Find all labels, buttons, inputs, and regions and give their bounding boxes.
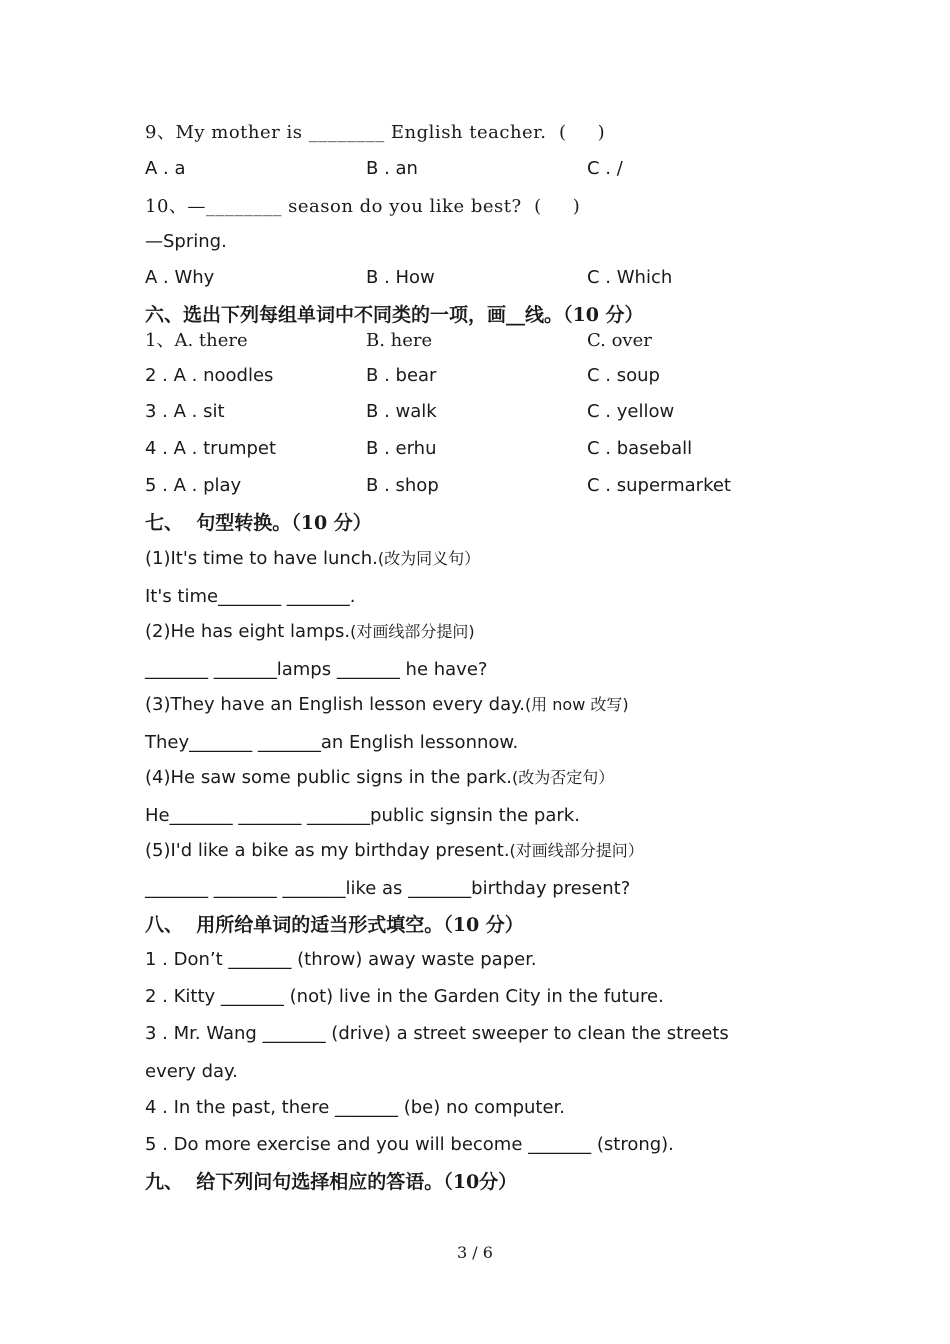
section-8-item-2: 2 . Kitty _______ (not) live in the Garden City in the future. <box>145 986 664 1007</box>
section-6-row-3-c: C . yellow <box>587 401 675 422</box>
section-7-item-3-text: (3)They have an English lesson every day. <box>145 694 525 715</box>
section-6-row-2-c: C . soup <box>587 365 660 386</box>
section-7-item-3-answer: They_______ _______an English lessonnow. <box>145 732 519 753</box>
section-7-item-4-answer: He_______ _______ _______public signsin the park. <box>145 805 580 826</box>
section-7-item-5-note: (对画线部分提问） <box>509 841 644 860</box>
section-7-item-5-answer: _______ _______ _______like as _______birthday present? <box>145 878 631 899</box>
section-7-item-2-text: (2)He has eight lamps. <box>145 621 351 642</box>
section-7-item-1-answer: It's time_______ _______. <box>145 586 356 607</box>
section-6-row-4-c: C . baseball <box>587 438 693 459</box>
section-8-item-3: 3 . Mr. Wang _______ (drive) a street sweeper to clean the streets <box>145 1023 729 1044</box>
section-7-item-4-note: (改为否定句） <box>512 768 615 787</box>
section-9-heading: 九、 给下列问句选择相应的答语。（10分） <box>145 1171 518 1193</box>
question-10-option-b: B . How <box>366 267 435 288</box>
section-6-row-2-a: 2 . A . noodles <box>145 365 274 386</box>
section-7-item-5-question <box>145 839 644 863</box>
question-9-option-b: B . an <box>366 158 418 179</box>
section-7-item-1-text: (1)It's time to have lunch. <box>145 548 378 569</box>
section-7-item-4-text: (4)He saw some public signs in the park. <box>145 767 512 788</box>
section-6-row-5-c: C . supermarket <box>587 475 731 496</box>
section-6-row-3-a: 3 . A . sit <box>145 401 225 422</box>
section-6-row-5-b: B . shop <box>366 475 439 496</box>
section-6-row-4-a: 4 . A . trumpet <box>145 438 277 459</box>
page-number: 3 / 6 <box>457 1243 493 1262</box>
section-7-heading: 七、 句型转换。（10 分） <box>145 512 372 534</box>
section-8-item-5: 5 . Do more exercise and you will become _______ (strong). <box>145 1134 674 1155</box>
section-7-item-1-note: (改为同义句） <box>377 549 481 568</box>
section-7-item-2-note: (对画线部分提问) <box>350 622 475 641</box>
question-10-option-a: A . Why <box>145 267 215 288</box>
section-7-item-2-answer: _______ _______lamps _______ he have? <box>145 659 488 680</box>
question-10-option-c: C . Which <box>587 267 673 288</box>
section-7-item-2-question <box>145 620 475 644</box>
question-9-option-c: C . / <box>587 158 623 179</box>
section-8-item-4: 4 . In the past, there _______ (be) no computer. <box>145 1097 566 1118</box>
section-6-row-5-a: 5 . A . play <box>145 475 242 496</box>
section-6-row-2-b: B . bear <box>366 365 437 386</box>
section-6-row-1-a: 1、A. there <box>145 330 248 351</box>
section-7-item-4-question <box>145 766 614 790</box>
section-7-item-3-note: (用 now 改写) <box>524 695 629 714</box>
section-6-heading: 六、选出下列每组单词中不同类的一项，画__线。（10 分） <box>145 304 644 326</box>
section-8-item-3-continued: every day. <box>145 1061 238 1082</box>
question-10-stem: 10、—________ season do you like best? ( ) <box>145 196 581 217</box>
section-6-row-3-b: B . walk <box>366 401 437 422</box>
section-6-row-1-c: C. over <box>587 330 652 351</box>
section-8-heading: 八、 用所给单词的适当形式填空。（10 分） <box>145 914 524 936</box>
question-9-option-a: A . a <box>145 158 186 179</box>
section-7-item-5-text: (5)I'd like a bike as my birthday present. <box>145 840 510 861</box>
question-10-answer: —Spring. <box>145 231 227 252</box>
section-6-row-4-b: B . erhu <box>366 438 437 459</box>
question-9-stem: 9、My mother is ________ English teacher. ( ) <box>145 122 606 143</box>
section-8-item-1: 1 . Don’t _______ (throw) away waste paper. <box>145 949 537 970</box>
section-6-row-1-b: B. here <box>366 330 433 351</box>
section-7-item-1-question <box>145 547 480 571</box>
section-7-item-3-question <box>145 693 629 717</box>
